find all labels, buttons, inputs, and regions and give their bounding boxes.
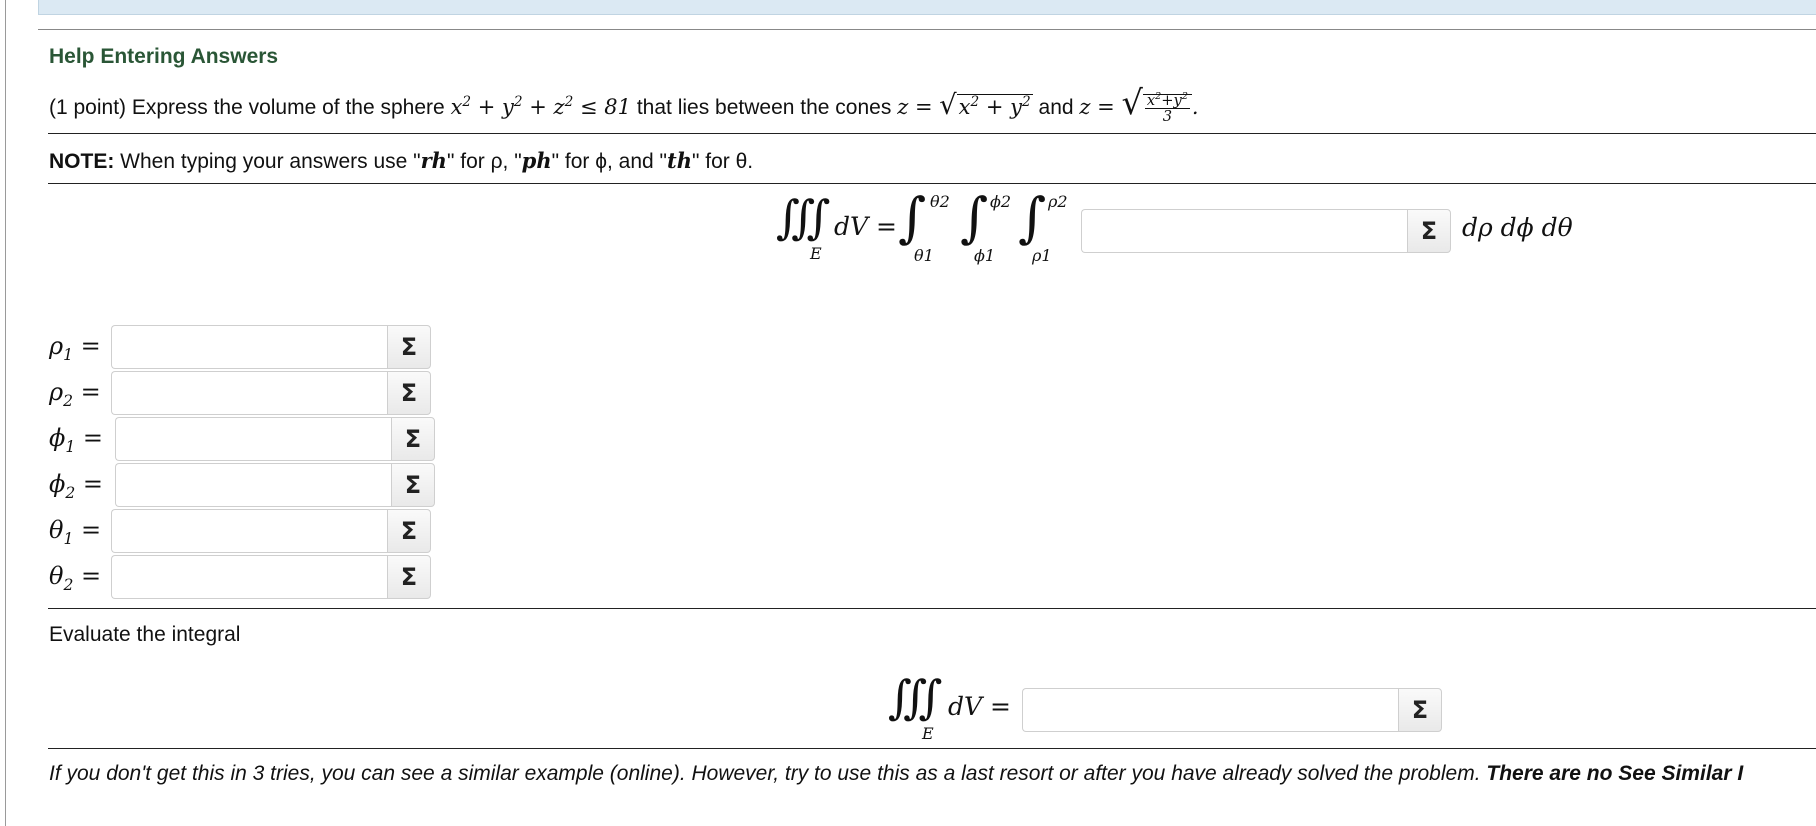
footer-note (49, 762, 1743, 786)
sphere-inequality: $x^2 + y^2 + z^2 \le 81$ (450, 94, 631, 119)
evaluate-equation-editor-button[interactable] (1398, 688, 1442, 732)
integral-sign-rho: ∫ (1018, 186, 1047, 249)
note (49, 148, 753, 174)
evaluate-answer (1022, 688, 1442, 732)
evaluate-region: E (922, 724, 934, 743)
upper-limit-rho: ρ2 (1048, 192, 1068, 211)
note-text-4: " for θ. (691, 150, 754, 173)
evaluate-label: Evaluate the integral (49, 623, 241, 646)
integrand-answer (1081, 209, 1451, 253)
evaluate-triple-integral-sign: ∭ (888, 670, 943, 724)
note-ph: ph (521, 148, 552, 173)
divider-limits (48, 608, 1816, 609)
problem-mid: that lies between the cones (636, 96, 892, 119)
lower-limit-theta: θ1 (914, 246, 934, 265)
note-label: NOTE: (49, 150, 115, 173)
note-text-3: " for ϕ, and " (551, 150, 667, 173)
rho1-input[interactable] (111, 325, 387, 369)
evaluate-lhs: dV = (948, 692, 1011, 721)
phi1-input[interactable] (115, 417, 391, 461)
top-banner (38, 0, 1816, 15)
limit-label-phi2: $\phi_2$ = (49, 470, 104, 502)
limit-answer-rho2 (111, 371, 431, 415)
divider-problem (48, 133, 1816, 134)
integral-sign-phi: ∫ (960, 186, 989, 249)
sigma-icon: Σ (404, 425, 422, 453)
integrand-input[interactable] (1081, 209, 1407, 253)
lower-limit-rho: ρ1 (1032, 246, 1052, 265)
cone-2-equation: z = √ $\frac{x^2+y^2}{3}$ . (1079, 83, 1199, 126)
sigma-icon: Σ (1411, 696, 1429, 724)
limit-label-theta1: $\theta_1$ = (49, 516, 102, 548)
integrand-equation-editor-button[interactable] (1407, 209, 1451, 253)
phi2-input[interactable] (115, 463, 391, 507)
integral-differentials: dρ dϕ dθ (1462, 213, 1573, 242)
note-text-2: " for ρ, " (446, 150, 522, 173)
divider-top (38, 29, 1816, 30)
upper-limit-phi: ϕ2 (990, 192, 1012, 211)
sigma-icon: Σ (400, 333, 418, 361)
phi1-equation-editor-button[interactable] (391, 417, 435, 461)
rho2-equation-editor-button[interactable] (387, 371, 431, 415)
triple-integral-sign: ∭ (776, 190, 831, 244)
limit-answer-phi1 (115, 417, 435, 461)
sigma-icon: Σ (400, 379, 418, 407)
upper-limit-theta: θ2 (930, 192, 950, 211)
lower-limit-phi: ϕ1 (974, 246, 996, 265)
limit-answer-theta1 (111, 509, 431, 553)
note-rh: rh (420, 148, 447, 173)
rho2-input[interactable] (111, 371, 387, 415)
evaluate-input[interactable] (1022, 688, 1398, 732)
limit-label-theta2: $\theta_2$ = (49, 562, 102, 594)
theta2-equation-editor-button[interactable] (387, 555, 431, 599)
theta1-equation-editor-button[interactable] (387, 509, 431, 553)
sigma-icon: Σ (400, 517, 418, 545)
integral-region: E (810, 244, 822, 263)
problem-intro: (1 point) Express the volume of the sphere (49, 96, 445, 119)
integral-sign-theta: ∫ (898, 186, 927, 249)
problem-statement (49, 83, 1199, 125)
divider-evaluate (48, 748, 1816, 749)
sigma-icon: Σ (400, 563, 418, 591)
limit-label-phi1: $\phi_1$ = (49, 424, 104, 456)
theta1-input[interactable] (111, 509, 387, 553)
sigma-icon: Σ (404, 471, 422, 499)
limit-label-rho2: $\rho_2$ = (49, 378, 101, 410)
limit-answer-phi2 (115, 463, 435, 507)
help-entering-answers-link[interactable]: Help Entering Answers (49, 45, 279, 68)
footer-text: If you don't get this in 3 tries, you can see a similar example (online). However, try to use this as a last resort or after you have already solved the problem. (49, 762, 1481, 785)
sigma-icon: Σ (1420, 217, 1438, 245)
footer-bold: There are no See Similar I (1486, 762, 1744, 785)
left-frame-border (5, 0, 6, 826)
limit-answer-theta2 (111, 555, 431, 599)
integral-lhs: dV = (834, 212, 897, 241)
cone-1-equation: $z = √x^2 + y^2$ (897, 90, 1031, 121)
theta2-input[interactable] (111, 555, 387, 599)
note-text-1: When typing your answers use " (120, 150, 421, 173)
phi2-equation-editor-button[interactable] (391, 463, 435, 507)
note-th: th (667, 148, 692, 173)
divider-note (48, 183, 1816, 184)
rho1-equation-editor-button[interactable] (387, 325, 431, 369)
problem-and: and (1038, 96, 1074, 119)
limit-answer-rho1 (111, 325, 431, 369)
limit-label-rho1: $\rho_1$ = (49, 332, 101, 364)
